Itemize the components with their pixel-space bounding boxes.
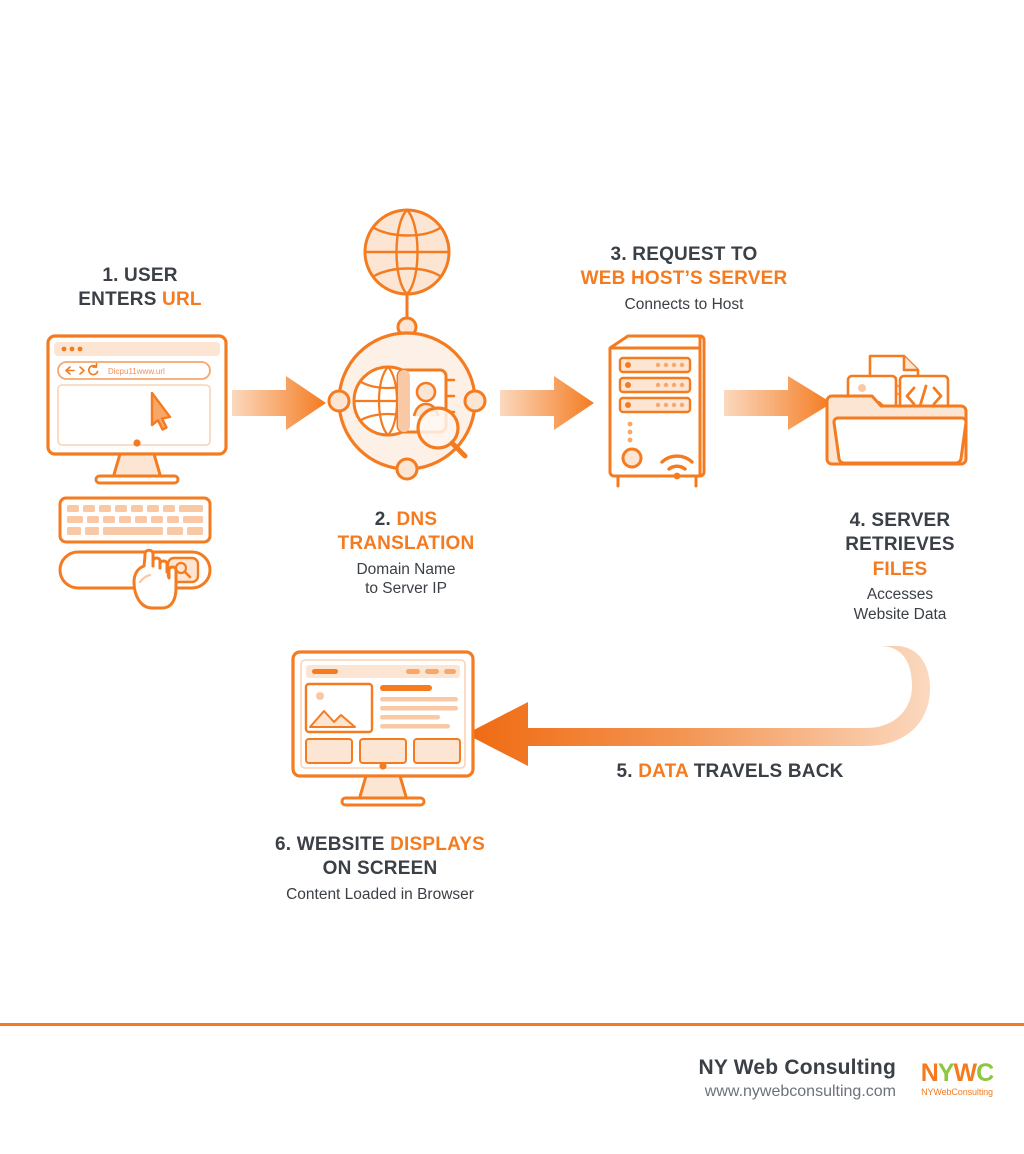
step-4-subtitle-line2: Website Data — [853, 605, 947, 623]
step-4-caption — [790, 509, 1010, 625]
footer-website: www.nywebconsulting.com — [704, 1083, 896, 1100]
nywc-logo — [914, 1058, 1000, 1097]
step-1-title-line1: 1. USER — [102, 265, 178, 286]
arrow-4-6 — [470, 640, 930, 770]
step-3-title-highlight: WEB HOST’S SERVER — [580, 268, 788, 290]
step-2-illustration — [330, 200, 500, 490]
step-2-subtitle-line1: Domain Name — [356, 560, 456, 578]
logo-letter-c: C — [976, 1058, 994, 1087]
footer — [699, 1056, 1000, 1101]
step-3-caption — [524, 243, 844, 314]
step-2-caption — [286, 508, 526, 599]
step-4-title-line1: 4. SERVER — [849, 510, 951, 531]
step-5-title-suffix: TRAVELS BACK — [688, 761, 844, 782]
svg-text:Dicpu11www.url: Dicpu11www.url — [108, 367, 165, 376]
step-5-number: 5. — [616, 761, 639, 782]
arrow-1-2 — [232, 372, 328, 434]
logo-letter-w: W — [953, 1058, 977, 1087]
footer-brand: NY Web Consulting — [698, 1056, 896, 1079]
step-5-caption — [500, 760, 960, 784]
step-5-title-highlight: DATA — [638, 761, 689, 782]
footer-text-block — [699, 1056, 896, 1101]
step-1-title-highlight: URL — [162, 289, 202, 311]
step-4-illustration — [826, 350, 974, 470]
step-6-subtitle: Content Loaded in Browser — [286, 885, 474, 903]
step-6-caption — [180, 833, 580, 904]
step-3-subtitle: Connects to Host — [624, 295, 744, 313]
logo-letter-n: N — [920, 1058, 938, 1087]
arrow-2-3 — [500, 372, 596, 434]
step-1-caption — [20, 264, 260, 313]
step-6-title-prefix: 6. WEBSITE — [274, 834, 391, 855]
step-4-subtitle-line1: Accesses — [866, 585, 934, 603]
step-3-title-line1: 3. REQUEST TO — [610, 244, 758, 265]
step-2-title-highlight-2: TRANSLATION — [337, 533, 475, 555]
step-6-illustration — [288, 648, 478, 813]
step-4-title-highlight: FILES — [872, 558, 928, 580]
logo-subtext: NYWebConsulting — [921, 1086, 993, 1097]
step-1-illustration — [40, 330, 240, 660]
step-6-title-line2: ON SCREEN — [322, 858, 438, 880]
step-2-subtitle-line2: to Server IP — [365, 580, 447, 598]
footer-divider — [0, 1023, 1024, 1026]
step-3-illustration — [600, 332, 720, 492]
step-2-title-highlight-1: DNS — [396, 509, 438, 530]
step-6-title-highlight: DISPLAYS — [390, 834, 486, 855]
logo-letter-y: Y — [937, 1058, 954, 1087]
step-4-title-line2: RETRIEVES — [845, 534, 955, 556]
step-1-title-line2-prefix: ENTERS — [78, 289, 163, 311]
arrow-3-4 — [724, 372, 834, 434]
step-2-number: 2. — [374, 509, 397, 530]
